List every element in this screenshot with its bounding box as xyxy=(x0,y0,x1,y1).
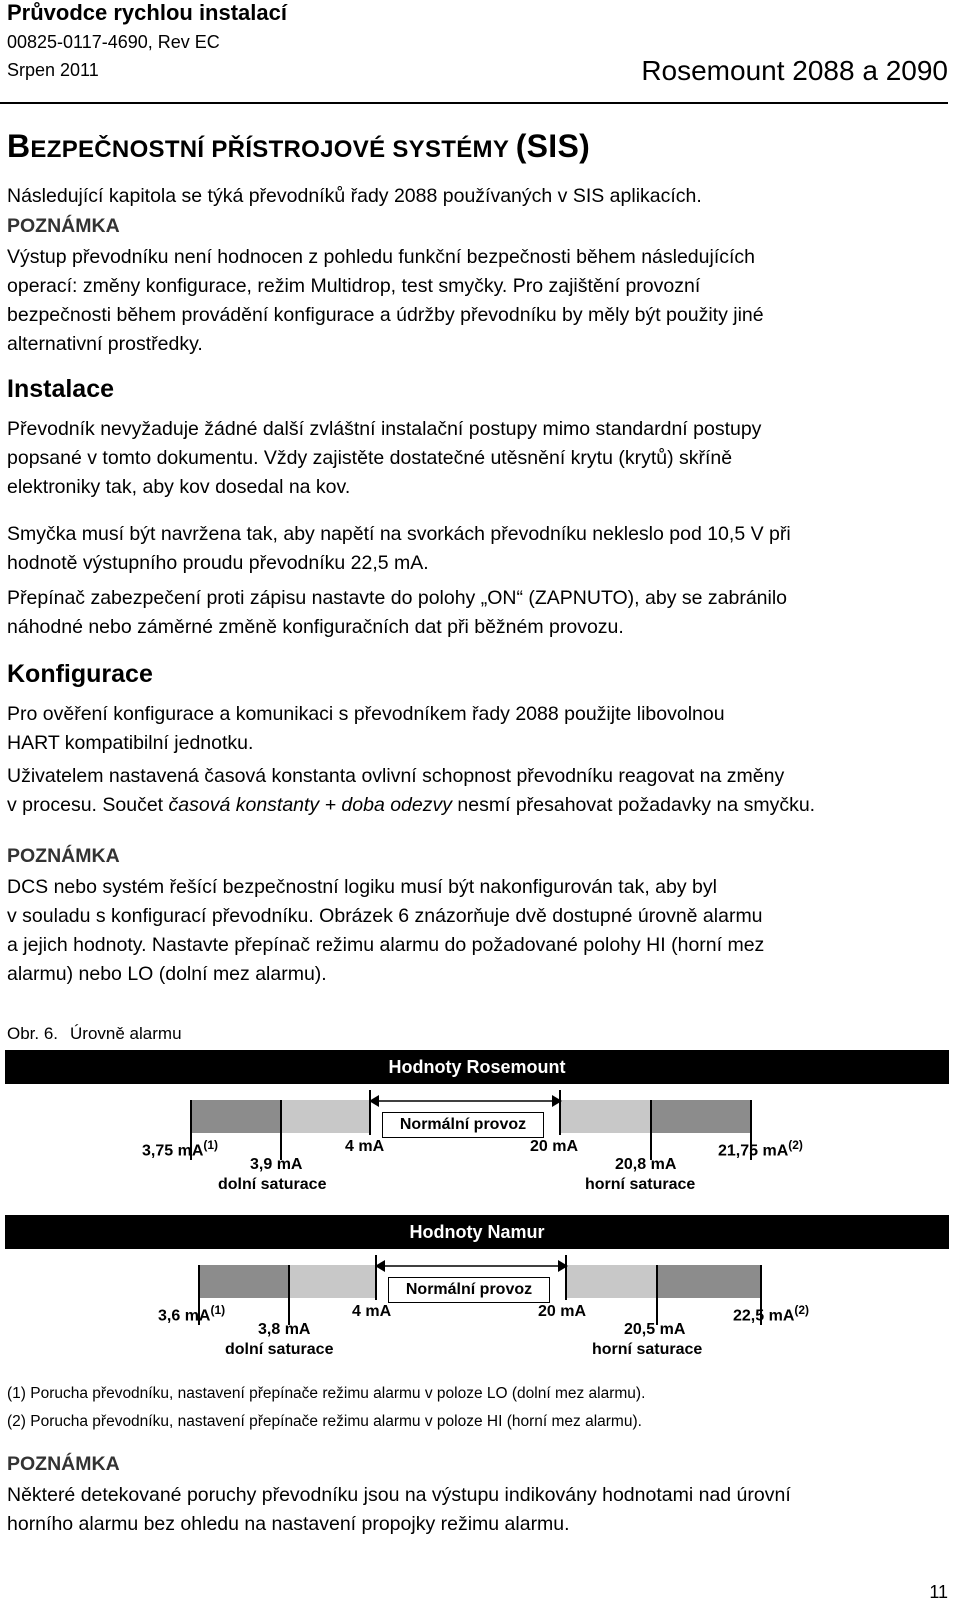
namur-normal-label: Normální provoz xyxy=(388,1277,550,1303)
namur-low-saturation-zone xyxy=(198,1265,288,1298)
rosemount-tick-low-sat xyxy=(280,1100,282,1160)
product-name: Rosemount 2088 a 2090 xyxy=(641,55,948,86)
namur-high-saturation-zone xyxy=(656,1265,760,1298)
namur-high-sat-label: horní saturace xyxy=(592,1341,703,1358)
rosemount-low-saturation-zone xyxy=(190,1100,280,1133)
rosemount-high-sat-label: horní saturace xyxy=(585,1176,696,1193)
rosemount-high-saturation-zone xyxy=(650,1100,750,1133)
install-paragraph-1: Převodník nevyžaduje žádné další zvláštní instalační postupy mimo standardní postupy popsané v tomto dokumentu. Vždy zajistěte dostatečné utěsnění krytu (krytů) skříně elektroniky tak, aby kov dosedal na kov. xyxy=(7,418,762,498)
config-paragraph-2: Uživatelem nastavená časová konstanta ovlivní schopnost převodníku reagovat na změny v procesu. Součet časová konstanty + doba odezvy nesmí přesahovat požadavky na smyčku. xyxy=(7,765,816,816)
rosemount-high-alarm: 21,75 $mA^{(2)}$ xyxy=(718,1138,803,1160)
rosemount-normal-label: Normální provoz xyxy=(382,1112,544,1138)
section-title-sis: BEZPEČNOSTNÍ PŘÍSTROJOVÉ SYSTÉMY (SIS) xyxy=(7,128,591,164)
sis-note-label: POZNÁMKA xyxy=(7,215,120,237)
namur-low-margin-zone xyxy=(288,1265,376,1298)
rosemount-low-alarm: 3,75 $mA^{(1)}$ xyxy=(142,1138,219,1160)
section-title-config: Konfigurace xyxy=(7,660,153,688)
doc-number: 00825-0117-4690, Rev EC xyxy=(7,32,220,52)
rosemount-normal-arrow xyxy=(369,1094,562,1108)
rosemount-20ma: 20 mA xyxy=(530,1138,579,1155)
footnote-1: (1) Porucha převodníku, nastavení přepínače režimu alarmu v poloze LO (dolní mez alarmu). xyxy=(7,1385,646,1402)
footnote-2: (2) Porucha převodníku, nastavení přepínače režimu alarmu v poloze HI (horní mez alarmu). xyxy=(7,1413,642,1430)
final-note-text: Některé detekované poruchy převodníku jsou na výstupu indikovány hodnotami nad úrovní horního alarmu bez ohledu na nastavení propojky režimu alarmu. xyxy=(7,1484,791,1535)
namur-title-bar: Hodnoty Namur xyxy=(5,1215,949,1249)
namur-low-alarm: 3,6 $mA^{(1)}$ xyxy=(158,1303,226,1325)
section-title-install: Instalace xyxy=(7,375,115,403)
sis-note-text: Výstup převodníku není hodnocen z pohledu funkční bezpečnosti během následujících operací: změny konfigurace, režim Multidrop, test smyčky. Pro zajištění provozní bezpečnosti během provádění konfigurace a údržby převodníku by měly být použity jiné alternativní prostředky. xyxy=(7,246,764,355)
install-paragraph-3: Přepínač zabezpečení proti zápisu nastavte do polohy „ON“ (ZAPNUTO), aby se zabránilo náhodné nebo záměrné změně konfiguračních dat při běžném provozu. xyxy=(7,587,788,638)
guide-title: Průvodce rychlou instalací xyxy=(7,0,287,25)
namur-20ma: 20 mA xyxy=(538,1303,587,1320)
rosemount-title-bar: Hodnoty Rosemount xyxy=(5,1050,949,1084)
namur-normal-arrow xyxy=(375,1259,568,1273)
figure-caption: Obr. 6. Úrovně alarmu xyxy=(7,1024,182,1043)
page-number: 11 xyxy=(929,1582,948,1602)
namur-4ma: 4 mA xyxy=(352,1303,392,1320)
doc-date: Srpen 2011 xyxy=(7,60,99,80)
rosemount-high-margin-zone xyxy=(560,1100,650,1133)
namur-tick-low-sat xyxy=(288,1265,290,1325)
rosemount-low-sat-value: 3,9 mA xyxy=(250,1156,303,1173)
header-rule xyxy=(0,102,948,104)
install-paragraph-2: Smyčka musí být navržena tak, aby napětí na svorkách převodníku nekleslo pod 10,5 V při hodnotě výstupního proudu převodníku 22,5 mA. xyxy=(7,523,791,574)
config-note-label: POZNÁMKA xyxy=(7,845,120,867)
rosemount-tick-high-sat xyxy=(650,1100,652,1160)
config-paragraph-1: Pro ověření konfigurace a komunikaci s převodníkem řady 2088 použijte libovolnou HART kompatibilní jednotku. xyxy=(7,703,725,754)
namur-high-alarm: 22,5 $mA^{(2)}$ xyxy=(733,1303,810,1325)
namur-low-sat-label: dolní saturace xyxy=(225,1341,334,1358)
namur-tick-high-sat xyxy=(656,1265,658,1325)
rosemount-low-sat-label: dolní saturace xyxy=(218,1176,327,1193)
final-note-label: POZNÁMKA xyxy=(7,1453,120,1475)
sis-intro: Následující kapitola se týká převodníků řady 2088 používaných v SIS aplikacích. xyxy=(7,185,702,207)
rosemount-low-margin-zone xyxy=(280,1100,370,1133)
namur-high-margin-zone xyxy=(566,1265,656,1298)
namur-high-sat-value: 20,5 mA xyxy=(624,1321,686,1338)
rosemount-4ma: 4 mA xyxy=(345,1138,385,1155)
rosemount-high-sat-value: 20,8 mA xyxy=(615,1156,677,1173)
config-note-text: DCS nebo systém řešící bezpečnostní logiku musí být nakonfigurován tak, aby byl v souladu s konfigurací převodníku. Obrázek 6 znázorňuje dvě dostupné úrovně alarmu a jejich hodnoty. Nastavte přepínač režimu alarmu do požadované polohy HI (horní mez alarmu) nebo LO (dolní mez alarmu). xyxy=(7,876,765,985)
namur-low-sat-value: 3,8 mA xyxy=(258,1321,311,1338)
